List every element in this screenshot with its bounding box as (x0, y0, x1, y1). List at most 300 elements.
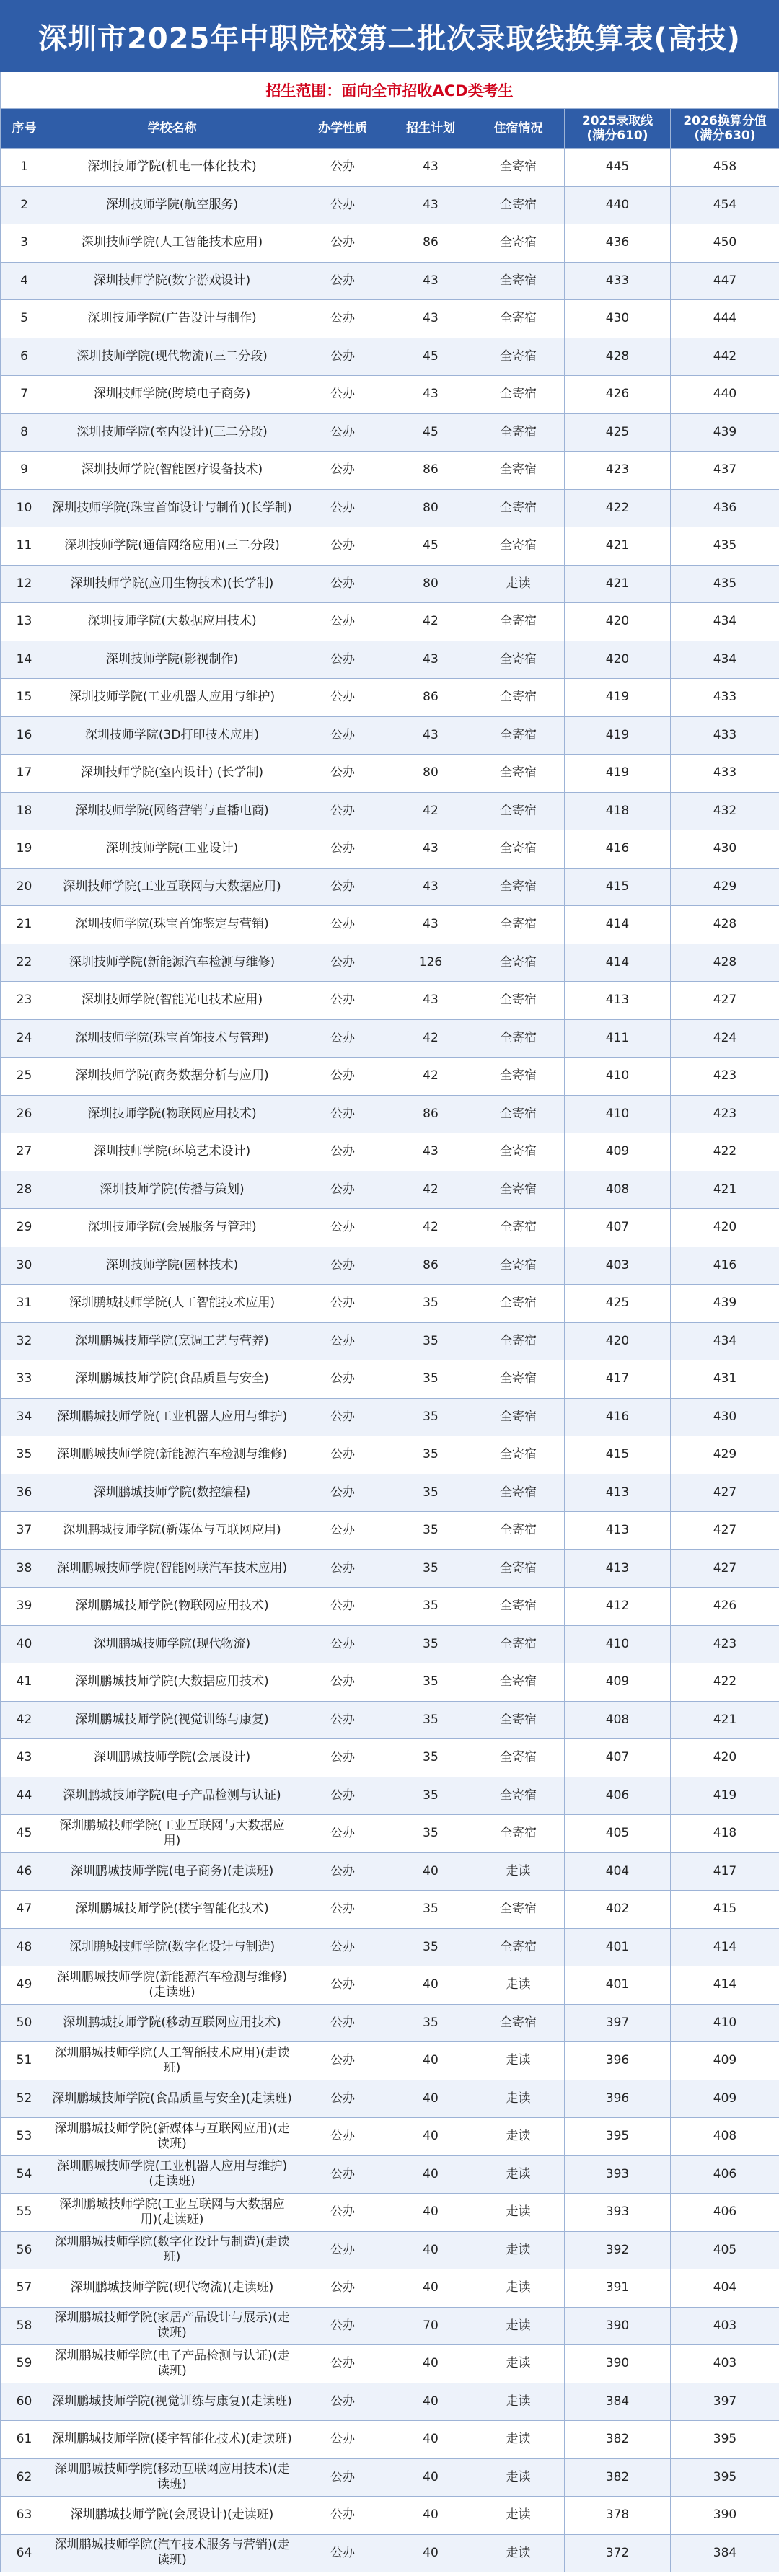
table-row (1, 1133, 779, 1171)
cell-school: 深圳鹏城技师学院(工业机器人应用与维护)(走读班) (48, 2155, 296, 2194)
cell-school: 深圳技师学院(会展服务与管理) (48, 1209, 296, 1247)
cell-no: 39 (1, 1588, 48, 1626)
cell-school: 深圳鹏城技师学院(新媒体与互联网应用) (48, 1512, 296, 1550)
table-row (1, 944, 779, 982)
table-row (1, 792, 779, 830)
cell-no: 50 (1, 2004, 48, 2042)
cell-school: 深圳鹏城技师学院(会展设计) (48, 1739, 296, 1777)
cell-no: 51 (1, 2042, 48, 2080)
cell-nature: 公办 (296, 300, 390, 338)
cell-nature: 公办 (296, 906, 390, 944)
cell-plan: 40 (390, 2345, 472, 2383)
cell-school: 深圳技师学院(新能源汽车检测与维修) (48, 944, 296, 982)
table-row (1, 413, 779, 452)
cell-plan: 40 (390, 2194, 472, 2232)
cell-no: 37 (1, 1512, 48, 1550)
cell-plan: 43 (390, 641, 472, 679)
cell-no: 9 (1, 452, 48, 490)
cell-score-2026: 431 (671, 1360, 779, 1399)
cell-no: 44 (1, 1777, 48, 1815)
table-row (1, 641, 779, 679)
cell-boarding: 全寄宿 (472, 338, 565, 376)
header-school: 学校名称 (48, 109, 296, 149)
table-row (1, 2383, 779, 2421)
cell-nature: 公办 (296, 982, 390, 1020)
cell-no: 21 (1, 906, 48, 944)
cell-nature: 公办 (296, 1095, 390, 1133)
cell-school: 深圳技师学院(环境艺术设计) (48, 1133, 296, 1171)
cell-score-2026: 406 (671, 2155, 779, 2194)
cell-boarding: 全寄宿 (472, 1095, 565, 1133)
cell-score-2026: 434 (671, 1322, 779, 1360)
cell-school: 深圳技师学院(3D打印技术应用) (48, 716, 296, 755)
cell-score-2025: 420 (565, 1322, 671, 1360)
cell-boarding: 走读 (472, 2194, 565, 2232)
cell-plan: 86 (390, 224, 472, 263)
cell-school: 深圳技师学院(通信网络应用)(三二分段) (48, 527, 296, 566)
cell-score-2025: 403 (565, 1247, 671, 1285)
cell-boarding: 全寄宿 (472, 1512, 565, 1550)
cell-score-2026: 433 (671, 716, 779, 755)
cell-score-2026: 414 (671, 1928, 779, 1966)
cell-score-2026: 444 (671, 300, 779, 338)
cell-nature: 公办 (296, 2458, 390, 2497)
cell-school: 深圳技师学院(工业互联网与大数据应用) (48, 868, 296, 906)
cell-plan: 80 (390, 489, 472, 527)
table-row (1, 565, 779, 603)
cell-nature: 公办 (296, 224, 390, 263)
cell-boarding: 全寄宿 (472, 1285, 565, 1323)
cell-score-2026: 423 (671, 1095, 779, 1133)
cell-no: 15 (1, 679, 48, 717)
cell-score-2026: 421 (671, 1701, 779, 1739)
cell-score-2026: 422 (671, 1133, 779, 1171)
cell-no: 41 (1, 1663, 48, 1702)
cell-score-2025: 430 (565, 300, 671, 338)
cell-score-2025: 416 (565, 830, 671, 869)
cell-no: 14 (1, 641, 48, 679)
cell-boarding: 全寄宿 (472, 906, 565, 944)
cell-school: 深圳技师学院(室内设计)(三二分段) (48, 413, 296, 452)
cell-score-2025: 390 (565, 2345, 671, 2383)
cell-boarding: 全寄宿 (472, 1588, 565, 1626)
cell-score-2026: 419 (671, 1777, 779, 1815)
cell-score-2026: 454 (671, 186, 779, 224)
cell-score-2026: 447 (671, 262, 779, 300)
cell-no: 6 (1, 338, 48, 376)
cell-score-2026: 417 (671, 1852, 779, 1891)
cell-no: 64 (1, 2534, 48, 2572)
table-row (1, 2118, 779, 2156)
cell-score-2026: 437 (671, 452, 779, 490)
cell-school: 深圳鹏城技师学院(新能源汽车检测与维修) (48, 1436, 296, 1474)
cell-plan: 35 (390, 1777, 472, 1815)
cell-score-2025: 401 (565, 1966, 671, 2005)
cell-boarding: 走读 (472, 2042, 565, 2080)
cell-no: 23 (1, 982, 48, 1020)
table-row (1, 2497, 779, 2535)
cell-score-2026: 433 (671, 679, 779, 717)
cell-school: 深圳技师学院(跨境电子商务) (48, 376, 296, 414)
cell-score-2026: 427 (671, 1549, 779, 1588)
cell-plan: 40 (390, 1852, 472, 1891)
cell-boarding: 走读 (472, 2231, 565, 2269)
cell-nature: 公办 (296, 527, 390, 566)
table-row (1, 1019, 779, 1058)
cell-nature: 公办 (296, 1852, 390, 1891)
cell-no: 7 (1, 376, 48, 414)
cell-plan: 43 (390, 149, 472, 187)
cell-nature: 公办 (296, 1209, 390, 1247)
cell-no: 28 (1, 1171, 48, 1209)
cell-boarding: 全寄宿 (472, 489, 565, 527)
cell-school: 深圳鹏城技师学院(电子商务)(走读班) (48, 1852, 296, 1891)
table-row (1, 2231, 779, 2269)
cell-score-2026: 410 (671, 2004, 779, 2042)
cell-school: 深圳鹏城技师学院(人工智能技术应用)(走读班) (48, 2042, 296, 2080)
cell-school: 深圳鹏城技师学院(现代物流) (48, 1625, 296, 1663)
cell-boarding: 全寄宿 (472, 1891, 565, 1929)
cell-boarding: 全寄宿 (472, 452, 565, 490)
cell-boarding: 全寄宿 (472, 1549, 565, 1588)
cell-school: 深圳技师学院(数字游戏设计) (48, 262, 296, 300)
cell-score-2025: 419 (565, 755, 671, 793)
cell-school: 深圳鹏城技师学院(楼宇智能化技术) (48, 1891, 296, 1929)
cell-school: 深圳鹏城技师学院(新能源汽车检测与维修)(走读班) (48, 1966, 296, 2005)
cell-score-2026: 423 (671, 1058, 779, 1096)
cell-nature: 公办 (296, 565, 390, 603)
cell-plan: 40 (390, 1966, 472, 2005)
cell-boarding: 全寄宿 (472, 1663, 565, 1702)
cell-score-2025: 411 (565, 1019, 671, 1058)
cell-school: 深圳技师学院(智能光电技术应用) (48, 982, 296, 1020)
cell-plan: 42 (390, 1019, 472, 1058)
cell-boarding: 全寄宿 (472, 1701, 565, 1739)
cell-score-2025: 433 (565, 262, 671, 300)
cell-score-2025: 421 (565, 565, 671, 603)
cell-school: 深圳鹏城技师学院(食品质量与安全)(走读班) (48, 2080, 296, 2118)
table-row (1, 1777, 779, 1815)
cell-score-2025: 413 (565, 1512, 671, 1550)
table-row (1, 755, 779, 793)
cell-score-2025: 445 (565, 149, 671, 187)
cell-school: 深圳鹏城技师学院(现代物流)(走读班) (48, 2269, 296, 2308)
table-row (1, 1322, 779, 1360)
cell-score-2025: 425 (565, 413, 671, 452)
cell-score-2026: 409 (671, 2080, 779, 2118)
cell-score-2026: 403 (671, 2345, 779, 2383)
cell-score-2025: 420 (565, 603, 671, 641)
cell-plan: 42 (390, 1171, 472, 1209)
cell-no: 30 (1, 1247, 48, 1285)
cell-score-2025: 395 (565, 2118, 671, 2156)
cell-nature: 公办 (296, 1966, 390, 2005)
cell-school: 深圳技师学院(商务数据分析与应用) (48, 1058, 296, 1096)
header-plan: 招生计划 (390, 109, 472, 149)
cell-nature: 公办 (296, 186, 390, 224)
cell-school: 深圳鹏城技师学院(视觉训练与康复) (48, 1701, 296, 1739)
table-row (1, 1891, 779, 1929)
cell-school: 深圳技师学院(机电一体化技术) (48, 149, 296, 187)
header-score-2025 (565, 109, 671, 149)
table-row (1, 2155, 779, 2194)
cell-boarding: 全寄宿 (472, 1398, 565, 1436)
cell-score-2026: 406 (671, 2194, 779, 2232)
table-row (1, 2534, 779, 2572)
cell-nature: 公办 (296, 1058, 390, 1096)
cell-plan: 42 (390, 1058, 472, 1096)
cell-plan: 42 (390, 603, 472, 641)
cell-plan: 43 (390, 1133, 472, 1171)
cell-school: 深圳技师学院(珠宝首饰鉴定与营销) (48, 906, 296, 944)
cell-boarding: 全寄宿 (472, 603, 565, 641)
cell-score-2026: 435 (671, 527, 779, 566)
table-row (1, 527, 779, 566)
table-row (1, 262, 779, 300)
cell-plan: 35 (390, 1322, 472, 1360)
cell-school: 深圳技师学院(网络营销与直播电商) (48, 792, 296, 830)
cell-school: 深圳技师学院(传播与策划) (48, 1171, 296, 1209)
cell-plan: 40 (390, 2231, 472, 2269)
cell-score-2026: 424 (671, 1019, 779, 1058)
cell-score-2025: 420 (565, 641, 671, 679)
cell-no: 18 (1, 792, 48, 830)
cell-no: 42 (1, 1701, 48, 1739)
cell-no: 47 (1, 1891, 48, 1929)
cell-school: 深圳鹏城技师学院(人工智能技术应用) (48, 1285, 296, 1323)
table-row (1, 1398, 779, 1436)
cell-school: 深圳鹏城技师学院(食品质量与安全) (48, 1360, 296, 1399)
cell-score-2025: 421 (565, 527, 671, 566)
cell-boarding: 全寄宿 (472, 1928, 565, 1966)
header-boarding: 住宿情况 (472, 109, 565, 149)
table-row (1, 1171, 779, 1209)
cell-school: 深圳鹏城技师学院(电子产品检测与认证) (48, 1777, 296, 1815)
cell-no: 1 (1, 149, 48, 187)
cell-no: 45 (1, 1815, 48, 1853)
cell-no: 40 (1, 1625, 48, 1663)
cell-school: 深圳技师学院(园林技术) (48, 1247, 296, 1285)
cell-no: 10 (1, 489, 48, 527)
cell-boarding: 全寄宿 (472, 641, 565, 679)
table-row (1, 2307, 779, 2345)
cell-no: 58 (1, 2307, 48, 2345)
table-row (1, 906, 779, 944)
cell-nature: 公办 (296, 1436, 390, 1474)
cell-boarding: 全寄宿 (472, 2004, 565, 2042)
cell-boarding: 全寄宿 (472, 982, 565, 1020)
cell-plan: 126 (390, 944, 472, 982)
cell-score-2025: 407 (565, 1209, 671, 1247)
cell-score-2025: 382 (565, 2421, 671, 2459)
cell-no: 56 (1, 2231, 48, 2269)
cell-boarding: 全寄宿 (472, 1247, 565, 1285)
cell-score-2026: 428 (671, 906, 779, 944)
cell-boarding: 全寄宿 (472, 1209, 565, 1247)
cell-boarding: 全寄宿 (472, 1625, 565, 1663)
table-row (1, 489, 779, 527)
cell-boarding: 走读 (472, 2307, 565, 2345)
cell-school: 深圳技师学院(工业机器人应用与维护) (48, 679, 296, 717)
cell-school: 深圳鹏城技师学院(会展设计)(走读班) (48, 2497, 296, 2535)
cell-no: 57 (1, 2269, 48, 2308)
cell-boarding: 全寄宿 (472, 944, 565, 982)
cell-score-2026: 427 (671, 1474, 779, 1512)
enrollment-scope-note: 招生范围：面向全市招收ACD类考生 (0, 72, 779, 108)
cell-boarding: 走读 (472, 2080, 565, 2118)
cell-score-2026: 439 (671, 1285, 779, 1323)
cell-score-2025: 408 (565, 1701, 671, 1739)
header-score-2025-max: (满分610) (586, 128, 648, 143)
cell-school: 深圳鹏城技师学院(智能网联汽车技术应用) (48, 1549, 296, 1588)
cell-plan: 35 (390, 1398, 472, 1436)
cell-school: 深圳鹏城技师学院(工业机器人应用与维护) (48, 1398, 296, 1436)
cell-nature: 公办 (296, 2307, 390, 2345)
cell-boarding: 全寄宿 (472, 716, 565, 755)
cell-nature: 公办 (296, 2080, 390, 2118)
cell-no: 26 (1, 1095, 48, 1133)
cell-score-2026: 416 (671, 1247, 779, 1285)
cell-no: 5 (1, 300, 48, 338)
cell-boarding: 全寄宿 (472, 376, 565, 414)
table-row (1, 716, 779, 755)
cell-no: 11 (1, 527, 48, 566)
cell-nature: 公办 (296, 2345, 390, 2383)
cell-nature: 公办 (296, 792, 390, 830)
table-row (1, 2269, 779, 2308)
cell-plan: 40 (390, 2155, 472, 2194)
cell-plan: 35 (390, 1285, 472, 1323)
cell-plan: 40 (390, 2421, 472, 2459)
cell-boarding: 全寄宿 (472, 1436, 565, 1474)
cell-school: 深圳鹏城技师学院(数字化设计与制造)(走读班) (48, 2231, 296, 2269)
cell-score-2026: 420 (671, 1209, 779, 1247)
cell-no: 33 (1, 1360, 48, 1399)
cell-score-2025: 415 (565, 1436, 671, 1474)
cell-score-2025: 410 (565, 1095, 671, 1133)
cell-score-2025: 378 (565, 2497, 671, 2535)
cell-no: 36 (1, 1474, 48, 1512)
cell-no: 52 (1, 2080, 48, 2118)
cell-plan: 35 (390, 1360, 472, 1399)
cell-no: 43 (1, 1739, 48, 1777)
cell-school: 深圳技师学院(影视制作) (48, 641, 296, 679)
cell-no: 59 (1, 2345, 48, 2383)
cell-boarding: 全寄宿 (472, 186, 565, 224)
cell-plan: 35 (390, 1701, 472, 1739)
table-row (1, 1815, 779, 1853)
cell-boarding: 走读 (472, 2155, 565, 2194)
cell-score-2026: 439 (671, 413, 779, 452)
table-row (1, 1285, 779, 1323)
cell-boarding: 走读 (472, 2383, 565, 2421)
cell-no: 25 (1, 1058, 48, 1096)
cell-nature: 公办 (296, 338, 390, 376)
cell-nature: 公办 (296, 1701, 390, 1739)
cell-score-2025: 382 (565, 2458, 671, 2497)
cell-score-2026: 395 (671, 2421, 779, 2459)
cell-score-2026: 397 (671, 2383, 779, 2421)
cell-plan: 35 (390, 1588, 472, 1626)
table-row (1, 2042, 779, 2080)
cell-score-2026: 436 (671, 489, 779, 527)
cell-nature: 公办 (296, 1815, 390, 1853)
cell-no: 13 (1, 603, 48, 641)
cell-nature: 公办 (296, 1928, 390, 1966)
cell-plan: 40 (390, 2497, 472, 2535)
cell-plan: 35 (390, 2004, 472, 2042)
cell-score-2025: 419 (565, 716, 671, 755)
cell-plan: 35 (390, 1891, 472, 1929)
cell-nature: 公办 (296, 1663, 390, 1702)
cell-score-2026: 395 (671, 2458, 779, 2497)
cell-no: 46 (1, 1852, 48, 1891)
cell-school: 深圳鹏城技师学院(汽车技术服务与营销)(走读班) (48, 2534, 296, 2572)
table-row (1, 1928, 779, 1966)
table-row (1, 2004, 779, 2042)
cell-nature: 公办 (296, 679, 390, 717)
cell-nature: 公办 (296, 1549, 390, 1588)
cell-school: 深圳技师学院(工业设计) (48, 830, 296, 869)
admission-score-table (0, 108, 779, 2572)
cell-score-2026: 418 (671, 1815, 779, 1853)
cell-score-2026: 440 (671, 376, 779, 414)
cell-nature: 公办 (296, 1625, 390, 1663)
cell-school: 深圳鹏城技师学院(视觉训练与康复)(走读班) (48, 2383, 296, 2421)
cell-score-2025: 405 (565, 1815, 671, 1853)
cell-boarding: 全寄宿 (472, 224, 565, 263)
cell-no: 55 (1, 2194, 48, 2232)
header-score-2026-max: (满分630) (694, 128, 756, 143)
cell-no: 8 (1, 413, 48, 452)
cell-school: 深圳技师学院(广告设计与制作) (48, 300, 296, 338)
cell-nature: 公办 (296, 830, 390, 869)
cell-school: 深圳鹏城技师学院(家居产品设计与展示)(走读班) (48, 2307, 296, 2345)
cell-plan: 43 (390, 830, 472, 869)
cell-no: 38 (1, 1549, 48, 1588)
cell-boarding: 走读 (472, 2118, 565, 2156)
cell-nature: 公办 (296, 1019, 390, 1058)
cell-school: 深圳鹏城技师学院(烹调工艺与营养) (48, 1322, 296, 1360)
cell-score-2025: 428 (565, 338, 671, 376)
cell-nature: 公办 (296, 1360, 390, 1399)
cell-score-2025: 406 (565, 1777, 671, 1815)
cell-boarding: 走读 (472, 2458, 565, 2497)
table-row (1, 1625, 779, 1663)
cell-plan: 40 (390, 2118, 472, 2156)
cell-boarding: 全寄宿 (472, 1739, 565, 1777)
cell-school: 深圳鹏城技师学院(电子产品检测与认证)(走读班) (48, 2345, 296, 2383)
cell-score-2025: 410 (565, 1058, 671, 1096)
table-row (1, 1209, 779, 1247)
table-row (1, 868, 779, 906)
cell-nature: 公办 (296, 2231, 390, 2269)
cell-plan: 70 (390, 2307, 472, 2345)
cell-score-2025: 402 (565, 1891, 671, 1929)
cell-plan: 40 (390, 2269, 472, 2308)
cell-no: 2 (1, 186, 48, 224)
cell-plan: 45 (390, 413, 472, 452)
table-row (1, 1360, 779, 1399)
cell-school: 深圳技师学院(珠宝首饰技术与管理) (48, 1019, 296, 1058)
cell-plan: 35 (390, 1928, 472, 1966)
cell-score-2026: 384 (671, 2534, 779, 2572)
cell-boarding: 走读 (472, 565, 565, 603)
cell-score-2025: 372 (565, 2534, 671, 2572)
cell-boarding: 全寄宿 (472, 1019, 565, 1058)
cell-nature: 公办 (296, 489, 390, 527)
cell-school: 深圳鹏城技师学院(新媒体与互联网应用)(走读班) (48, 2118, 296, 2156)
